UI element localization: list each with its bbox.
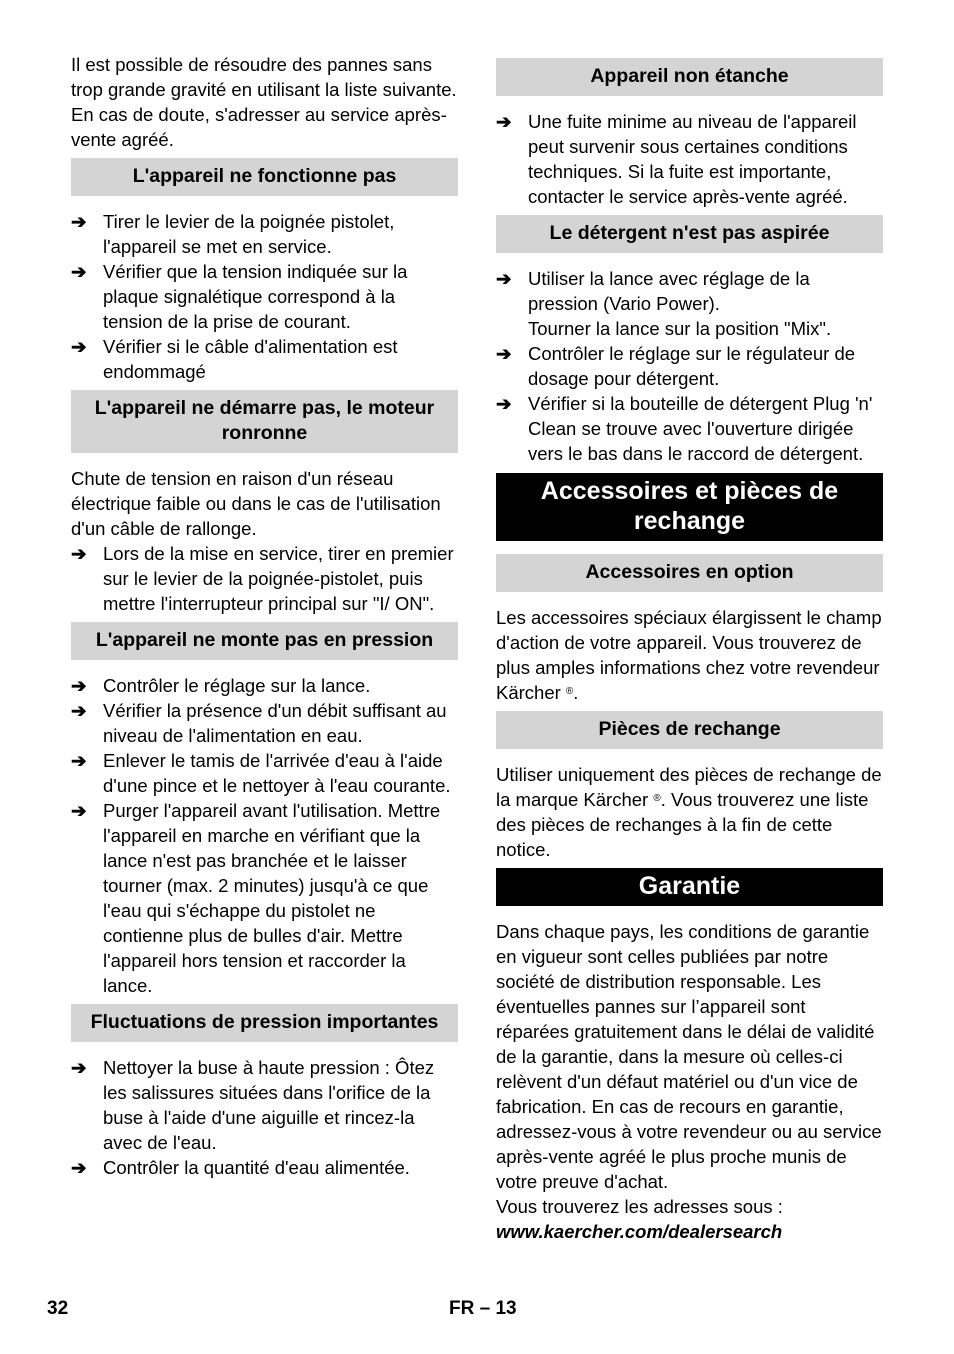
warranty-text: Dans chaque pays, les conditions de garantie en vigueur sont celles publiées par notre société de distribution responsable. Les éventuelles pannes sur l’appareil sont réparées gratuitement dans le délai de validité de la garantie, dans la mesure où celles-ci relèvent d'un défaut matériel ou d'un vice de fabrication. En cas de recours en garantie, adressez-vous à votre revendeur ou au service après-vente agréé le plus proche munis de votre preuve d'achat. [496, 921, 882, 1192]
section-accessories: Accessoires et pièces de rechange [496, 473, 883, 541]
left-column [71, 52, 458, 1180]
spare-parts-text: Utiliser uniquement des pièces de rechange de la marque Kärcher ®. Vous trouverez une liste des pièces de rechanges à la fin de cette notice. [496, 764, 882, 860]
list-item: ➔ Vérifier la présence d'un débit suffisant au niveau de l'alimentation en eau. [71, 700, 447, 746]
not-starting-text: Chute de tension en raison d'un réseau électrique faible ou dans le cas de l'utilisation d'un câble de rallonge. [71, 468, 441, 539]
heading-spare-parts: Pièces de rechange [496, 711, 883, 749]
list-item: ➔ Vérifier si la bouteille de détergent Plug 'n' Clean se trouve avec l'ouverture dirigée vers le bas dans le raccord de détergent. [496, 393, 873, 464]
arrow-icon: ➔ [496, 343, 512, 364]
arrow-icon: ➔ [71, 675, 87, 696]
page-number: 32 [47, 1298, 69, 1319]
arrow-icon: ➔ [71, 211, 87, 232]
list-item: ➔ Nettoyer la buse à haute pression : Ôtez les salissures situées dans l'orifice de la buse à l'aide d'une aiguille et rincez-la avec de l'eau. [71, 1057, 435, 1153]
heading-not-starting: L'appareil ne démarre pas, le moteur ronronne [71, 390, 458, 453]
arrow-icon: ➔ [496, 111, 512, 132]
warranty-address-text: Vous trouverez les adresses sous : [496, 1196, 783, 1217]
list-no-pressure [71, 673, 458, 998]
arrow-icon: ➔ [496, 393, 512, 414]
list-not-starting [71, 541, 458, 616]
registered-mark: ® [565, 686, 574, 697]
list-item: ➔ Une fuite minime au niveau de l'appareil peut survenir sous certaines conditions techniques. Si la fuite est importante, contacter le service après-vente agréé. [496, 111, 857, 207]
heading-detergent: Le détergent n'est pas aspirée [496, 215, 883, 253]
arrow-icon: ➔ [71, 800, 87, 821]
heading-not-sealed: Appareil non étanche [496, 58, 883, 96]
registered-mark: ® [653, 793, 661, 804]
arrow-icon: ➔ [71, 1157, 87, 1178]
list-item: ➔ Tirer le levier de la poignée pistolet, l'appareil se met en service. [71, 211, 395, 257]
heading-pressure-fluctuations: Fluctuations de pression importantes [71, 1004, 458, 1042]
arrow-icon: ➔ [71, 1057, 87, 1078]
list-item: ➔ Purger l'appareil avant l'utilisation. Mettre l'appareil en marche en vérifiant que la lance n'est pas branchée et le laisser tourner (max. 2 minutes) jusqu'à ce que l'eau qui s'échappe du pistolet ne contienne plus de bulles d'air. Mettre l'appareil hors tension et raccorder la lance. [71, 800, 441, 996]
list-not-working [71, 209, 458, 384]
optional-accessories-text: Les accessoires spéciaux élargissent le champ d'action de votre appareil. Vous trouverez de plus amples informations chez votre revendeur Kärcher ®. [496, 607, 882, 703]
arrow-icon: ➔ [71, 700, 87, 721]
list-item: ➔ Utiliser la lance avec réglage de la pression (Vario Power). Tourner la lance sur la position "Mix". [496, 268, 832, 339]
list-item: ➔ Contrôler la quantité d'eau alimentée. [71, 1157, 410, 1178]
section-page-number: FR – 13 [449, 1298, 517, 1319]
arrow-icon: ➔ [71, 261, 87, 282]
list-detergent [496, 266, 883, 466]
heading-optional-accessories: Accessoires en option [496, 554, 883, 592]
list-item: ➔ Vérifier si le câble d'alimentation est endommagé [71, 336, 398, 382]
heading-no-pressure: L'appareil ne monte pas en pression [71, 622, 458, 660]
list-item: ➔ Vérifier que la tension indiquée sur la plaque signalétique correspond à la tension de la prise de courant. [71, 261, 408, 332]
arrow-icon: ➔ [496, 268, 512, 289]
right-column [496, 58, 883, 1244]
arrow-icon: ➔ [71, 750, 87, 771]
section-warranty: Garantie [496, 868, 883, 906]
dealer-search-link[interactable]: www.kaercher.com/dealersearch [496, 1221, 783, 1242]
list-item: ➔ Contrôler le réglage sur la lance. [71, 675, 371, 696]
intro-text-1: Il est possible de résoudre des pannes sans trop grande gravité en utilisant la liste suivante. [71, 54, 457, 100]
arrow-icon: ➔ [71, 336, 87, 357]
arrow-icon: ➔ [71, 543, 87, 564]
intro-text-2: En cas de doute, s'adresser au service après-vente agréé. [71, 104, 447, 150]
list-not-sealed [496, 109, 883, 209]
list-item: ➔ Contrôler le réglage sur le régulateur de dosage pour détergent. [496, 343, 856, 389]
list-item: ➔ Lors de la mise en service, tirer en premier sur le levier de la poignée-pistolet, puis mettre l'interrupteur principal sur "I/ ON". [71, 543, 454, 614]
heading-not-working: L'appareil ne fonctionne pas [71, 158, 458, 196]
list-item: ➔ Enlever le tamis de l'arrivée d'eau à l'aide d'une pince et le nettoyer à l'eau courante. [71, 750, 451, 796]
list-pressure-fluctuations [71, 1055, 458, 1180]
